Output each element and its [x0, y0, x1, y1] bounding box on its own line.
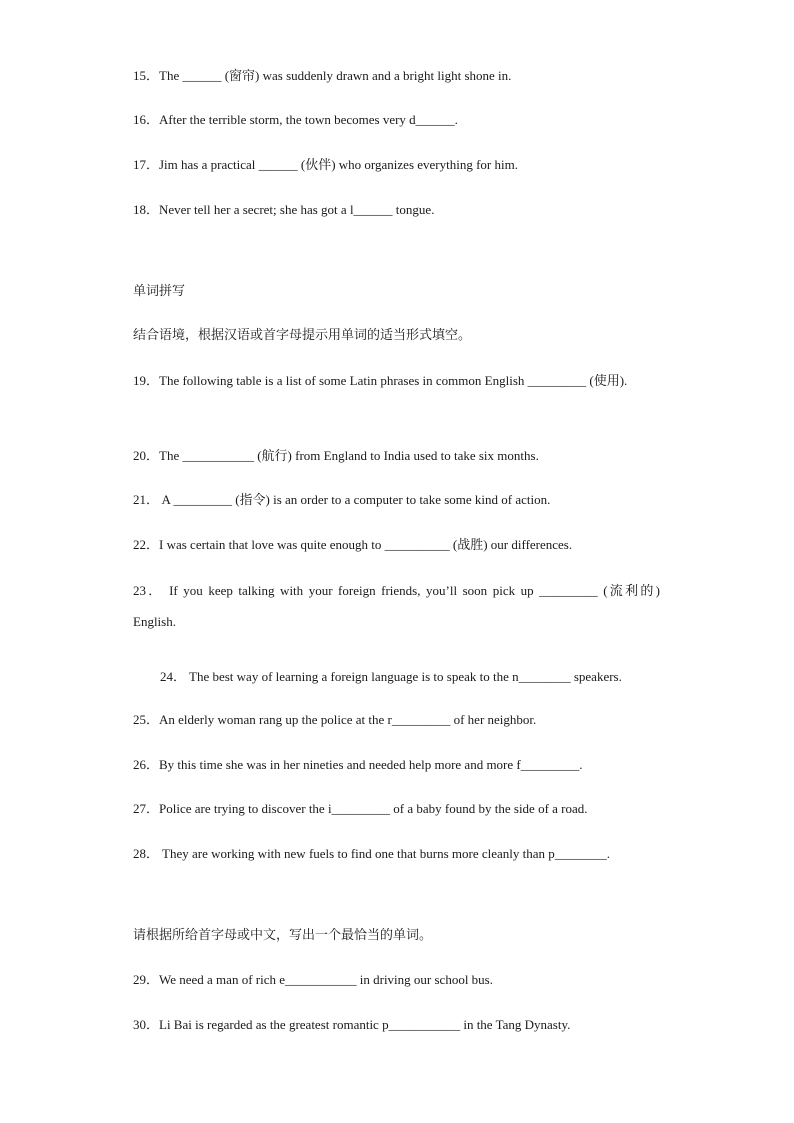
- question-22: 22．I was certain that love was quite enough to __________ (战胜) our differences.: [133, 537, 573, 552]
- question-24: 24． The best way of learning a foreign language is to speak to the n________ speakers.: [160, 669, 622, 684]
- question-25: 25．An elderly woman rang up the police at the r_________ of her neighbor.: [133, 712, 537, 727]
- section-instruction: 结合语境，根据汉语或首字母提示用单词的适当形式填空。: [133, 328, 472, 343]
- question-27: 27．Police are trying to discover the i_________ of a baby found by the side of a road.: [133, 801, 588, 816]
- question-18: 18．Never tell her a secret; she has got a l______ tongue.: [133, 202, 435, 217]
- question-26: 26．By this time she was in her nineties and needed help more and more f_________.: [133, 757, 583, 772]
- question-30: 30．Li Bai is regarded as the greatest romantic p___________ in the Tang Dynasty.: [133, 1017, 571, 1032]
- section-instruction-2: 请根据所给首字母或中文，写出一个最恰当的单词。: [133, 928, 433, 943]
- question-16: 16．After the terrible storm, the town becomes very d______.: [133, 112, 458, 127]
- question-29: 29．We need a man of rich e___________ in driving our school bus.: [133, 972, 493, 987]
- question-20: 20．The ___________ (航行) from England to India used to take six months.: [133, 448, 539, 463]
- section-title: 单词拼写: [133, 284, 186, 299]
- question-17: 17．Jim has a practical ______ (伙伴) who organizes everything for him.: [133, 157, 518, 172]
- question-28: 28． They are working with new fuels to find one that burns more cleanly than p________.: [133, 846, 611, 861]
- question-15: 15．The ______ (窗帘) was suddenly drawn and a bright light shone in.: [133, 68, 512, 83]
- question-21: 21． A _________ (指令) is an order to a computer to take some kind of action.: [133, 492, 551, 507]
- question-23: 23． If you keep talking with your foreign friends, you’ll soon pick up _________ (流利的) English.: [133, 583, 660, 629]
- question-19: 19．The following table is a list of some Latin phrases in common English _________ (使用).: [133, 373, 628, 388]
